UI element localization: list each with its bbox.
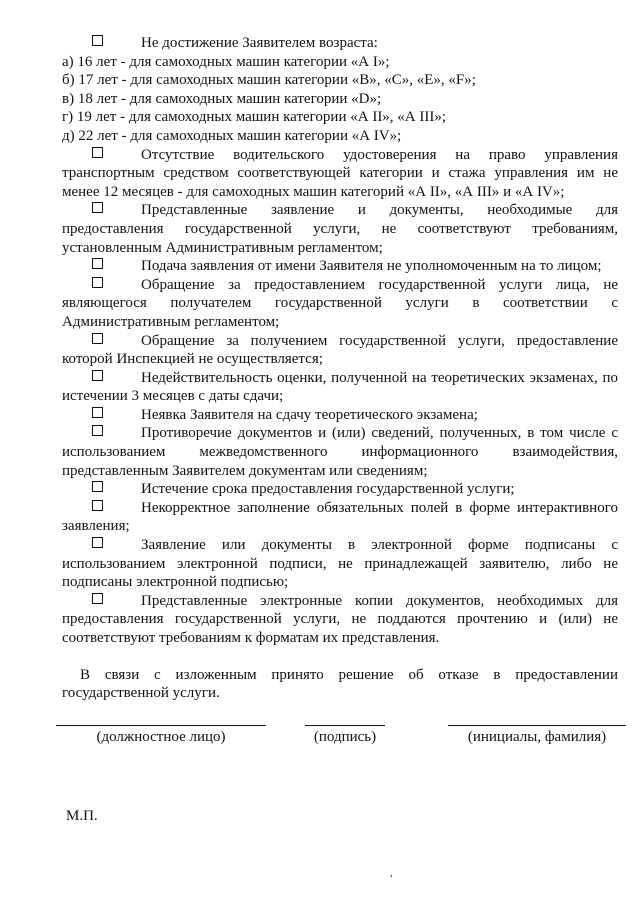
refusal-item: Некорректное заполнение обязательных полей в форме интерактивного заявления; <box>62 499 618 535</box>
refusal-item: Обращение за предоставлением государственной услуги лица, не являющегося получателем государственной услуги в соответствии с Административным регламентом; <box>62 276 618 330</box>
checkbox-icon[interactable] <box>92 277 103 288</box>
checkbox-icon[interactable] <box>92 147 103 158</box>
stamp-place-label: М.П. <box>66 808 98 824</box>
footer-mark: , <box>390 868 393 879</box>
age-criteria-heading: Не достижение Заявителем возраста: <box>62 34 618 53</box>
refusal-item: Представленные электронные копии документов, необходимых для предоставления государственной услуги, не поддаются прочтению и (или) не соответствуют требованиям к форматам их представления. <box>62 592 618 646</box>
refusal-item: Заявление или документы в электронной форме подписаны с использованием электронной подписи, не принадлежащей заявителю, либо не подписаны электронной подписью; <box>62 537 618 591</box>
checkbox-icon[interactable] <box>92 333 103 344</box>
age-line-2: б) 17 лет - для самоходных машин категории «В», «С», «Е», «F»; <box>62 72 476 89</box>
checkbox-icon[interactable] <box>92 202 103 213</box>
age-line-5: д) 22 лет - для самоходных машин категории «А IV»; <box>62 127 402 144</box>
refusal-item: Недействительность оценки, полученной на теоретических экзаменах, по истечении 3 месяцев с даты сдачи; <box>62 369 618 405</box>
checkbox-icon[interactable] <box>92 425 103 436</box>
checkbox-icon[interactable] <box>92 258 103 269</box>
refusal-item: Представленные заявление и документы, необходимые для предоставления государственной услуги, не соответствуют требованиям, установленным Административным регламентом; <box>62 202 618 256</box>
document-body <box>62 34 618 703</box>
age-line-3: в) 18 лет - для самоходных машин категории «D»; <box>62 90 382 107</box>
refusal-item: Противоречие документов и (или) сведений, полученных, в том числе с использованием межведомственного информационного взаимодействия, представленным Заявителем документам или сведениям; <box>62 425 618 479</box>
name-signature-line: (инициалы, фамилия) <box>448 725 626 746</box>
signature-block <box>0 725 640 765</box>
refusal-item: Истечение срока предоставления государственной услуги; <box>62 480 618 499</box>
checkbox-icon[interactable] <box>92 370 103 381</box>
checkbox-icon[interactable] <box>92 481 103 492</box>
checkbox-icon[interactable] <box>92 35 103 46</box>
refusal-item: Подача заявления от имени Заявителя не уполномоченным на то лицом; <box>62 257 618 276</box>
checkbox-icon[interactable] <box>92 537 103 548</box>
refusal-item: Отсутствие водительского удостоверения на право управления транспортным средством соответствующей категории и стажа управления им не менее 12 месяцев - для самоходных машин категорий «А II», «А III» и «А IV»; <box>62 146 618 200</box>
signature-line: (подпись) <box>305 725 385 746</box>
refusal-item: Неявка Заявителя на сдачу теоретического экзамена; <box>62 406 618 425</box>
official-signature-line: (должностное лицо) <box>56 725 266 746</box>
age-line-4: г) 19 лет - для самоходных машин категории «А II», «А III»; <box>62 109 447 126</box>
checkbox-icon[interactable] <box>92 407 103 418</box>
refusal-item: Обращение за получением государственной услуги, предоставление которой Инспекцией не осуществляется; <box>62 332 618 368</box>
conclusion-paragraph: В связи с изложенным принято решение об отказе в предоставлении государственной услуги. <box>62 666 618 702</box>
checkbox-icon[interactable] <box>92 593 103 604</box>
checkbox-icon[interactable] <box>92 500 103 511</box>
age-line-1: а) 16 лет - для самоходных машин категории «А I»; <box>62 53 390 70</box>
